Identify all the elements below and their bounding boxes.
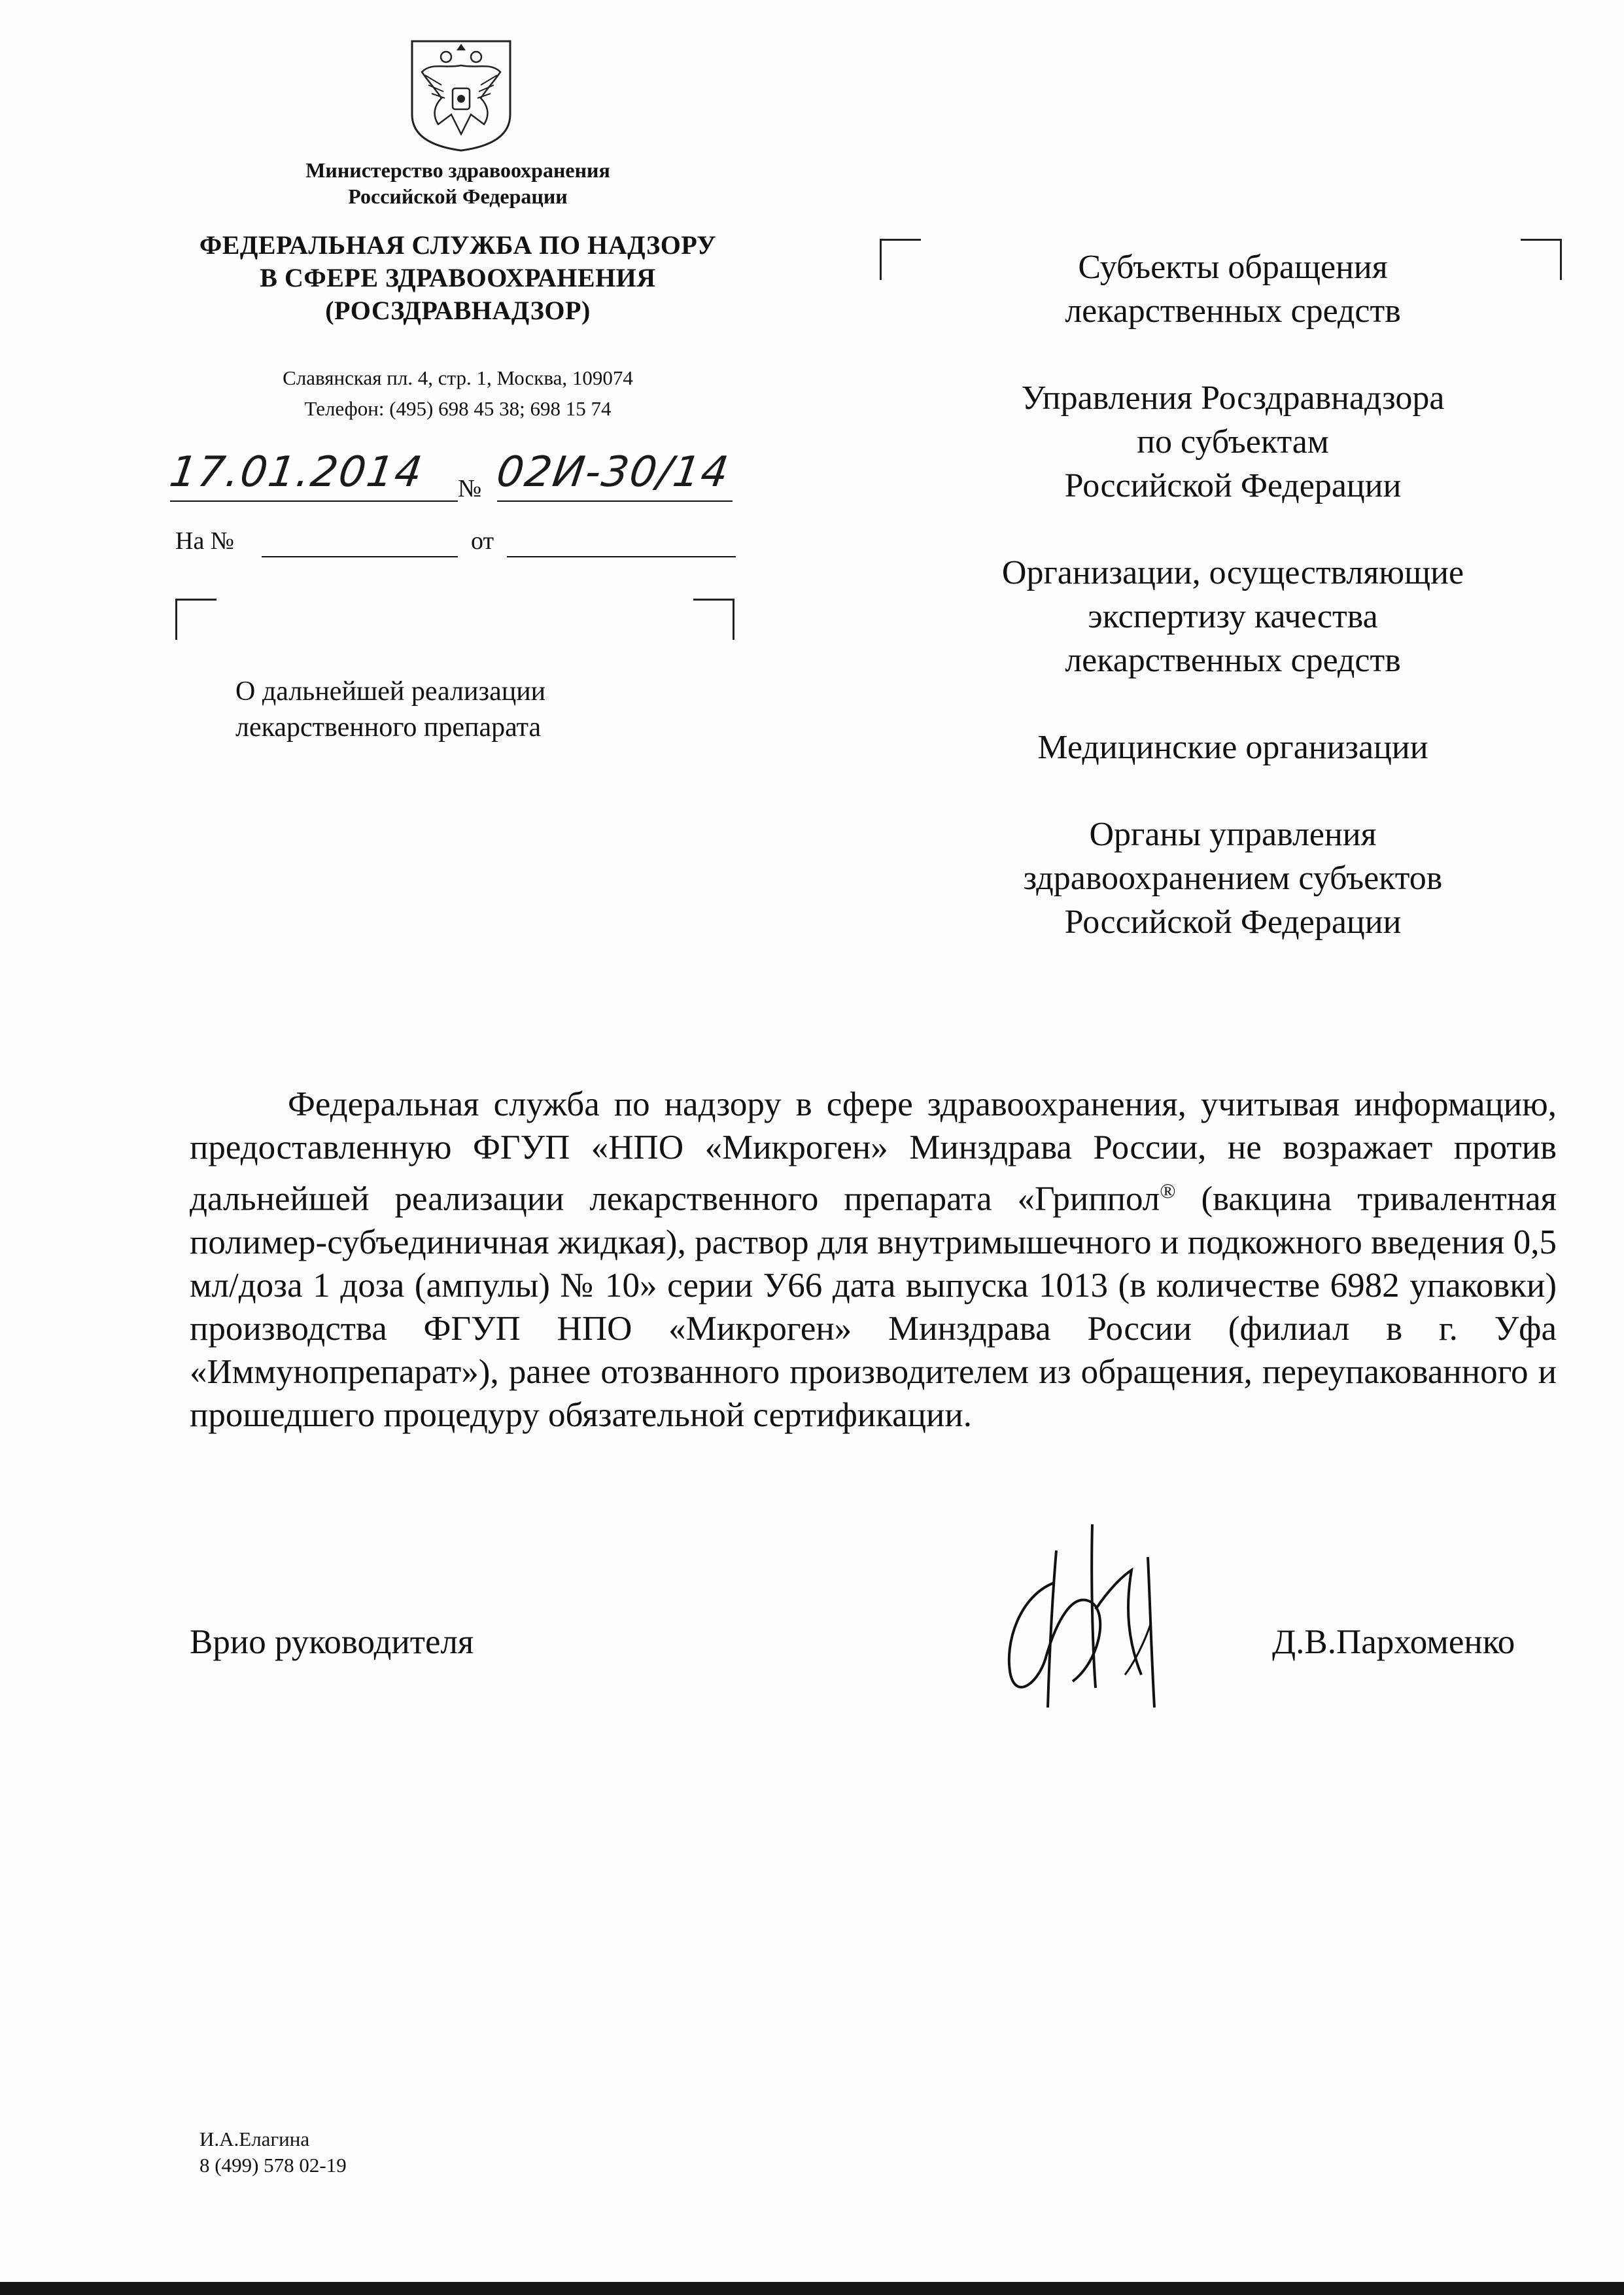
letter-body: Федеральная служба по надзору в сфере здравоохранения, учитывая информацию, предоставленную ФГУП «НПО «Микроген» Минздрава России, не возражает против дальнейшей реализации лекарственного препарата «Гриппол® (вакцина тривалентная полимер-субъединичная жидкая), раствор для внутримышечного и подкожного введения 0,5 мл/доза 1 доза (ампулы) № 10» серии У66 дата выпуска 1013 (в количестве 6982 упаковки) производства ФГУП НПО «Микроген» Минздрава России (филиал в г. Уфа «Иммунопрепарат»), ранее отозванного производителем из обращения, переупакованного и прошедшего процедуру обязательной сертификации. xyxy=(190,1085,1557,1434)
executor-name: И.А.Елагина xyxy=(199,2128,310,2150)
number-underline xyxy=(497,500,733,502)
recipient-item: Субъекты обращения лекарственных средств xyxy=(1065,249,1401,330)
recipient-item: Органы управления здравоохранением субъектов Российской Федерации xyxy=(1023,816,1443,941)
recipient-item: Медицинские организации xyxy=(1037,729,1428,766)
subject-bracket-left xyxy=(175,599,216,640)
phone: Телефон: (495) 698 45 38; 698 15 74 xyxy=(304,397,612,420)
coat-of-arms-emblem xyxy=(406,36,517,154)
subject-line2: лекарственного препарата xyxy=(235,712,542,743)
service-name-line1: ФЕДЕРАЛЬНАЯ СЛУЖБА ПО НАДЗОРУ xyxy=(199,230,717,260)
service-name-line3: (РОСЗДРАВНАДЗОР) xyxy=(325,296,591,325)
handwritten-signature xyxy=(994,1511,1177,1721)
scan-edge-line xyxy=(0,2282,1624,2295)
ministry-name-line2: Российской Федерации xyxy=(348,184,568,208)
signatory-name: Д.В.Пархоменко xyxy=(1272,1623,1515,1661)
document-number: 02И-30/14 xyxy=(493,448,733,497)
number-sign: № xyxy=(458,475,482,502)
subject-line1: О дальнейшей реализации xyxy=(235,676,546,707)
date-underline xyxy=(170,500,458,502)
signatory-position: Врио руководителя xyxy=(190,1623,474,1661)
reply-to-underline xyxy=(262,556,458,557)
document-date: 17.01.2014 xyxy=(166,448,426,497)
ministry-name-line1: Министерство здравоохранения xyxy=(305,158,610,182)
subject-bracket-right xyxy=(693,599,734,640)
recipients-block xyxy=(903,245,1563,987)
recipient-item: Организации, осуществляющие экспертизу качества лекарственных средств xyxy=(1001,554,1464,679)
executor-info xyxy=(199,2126,347,2179)
registered-mark: ® xyxy=(1160,1179,1176,1202)
reply-to-label: На № xyxy=(175,527,235,555)
recipient-item: Управления Росздравнадзора по субъектам Российской Федерации xyxy=(1021,379,1445,504)
executor-phone: 8 (499) 578 02-19 xyxy=(199,2154,347,2177)
service-name-line2: В СФЕРЕ ЗДРАВООХРАНЕНИЯ xyxy=(260,263,656,292)
reply-from-underline xyxy=(507,556,736,557)
address: Славянская пл. 4, стр. 1, Москва, 109074 xyxy=(283,366,633,389)
reply-from-label: от xyxy=(471,527,494,555)
